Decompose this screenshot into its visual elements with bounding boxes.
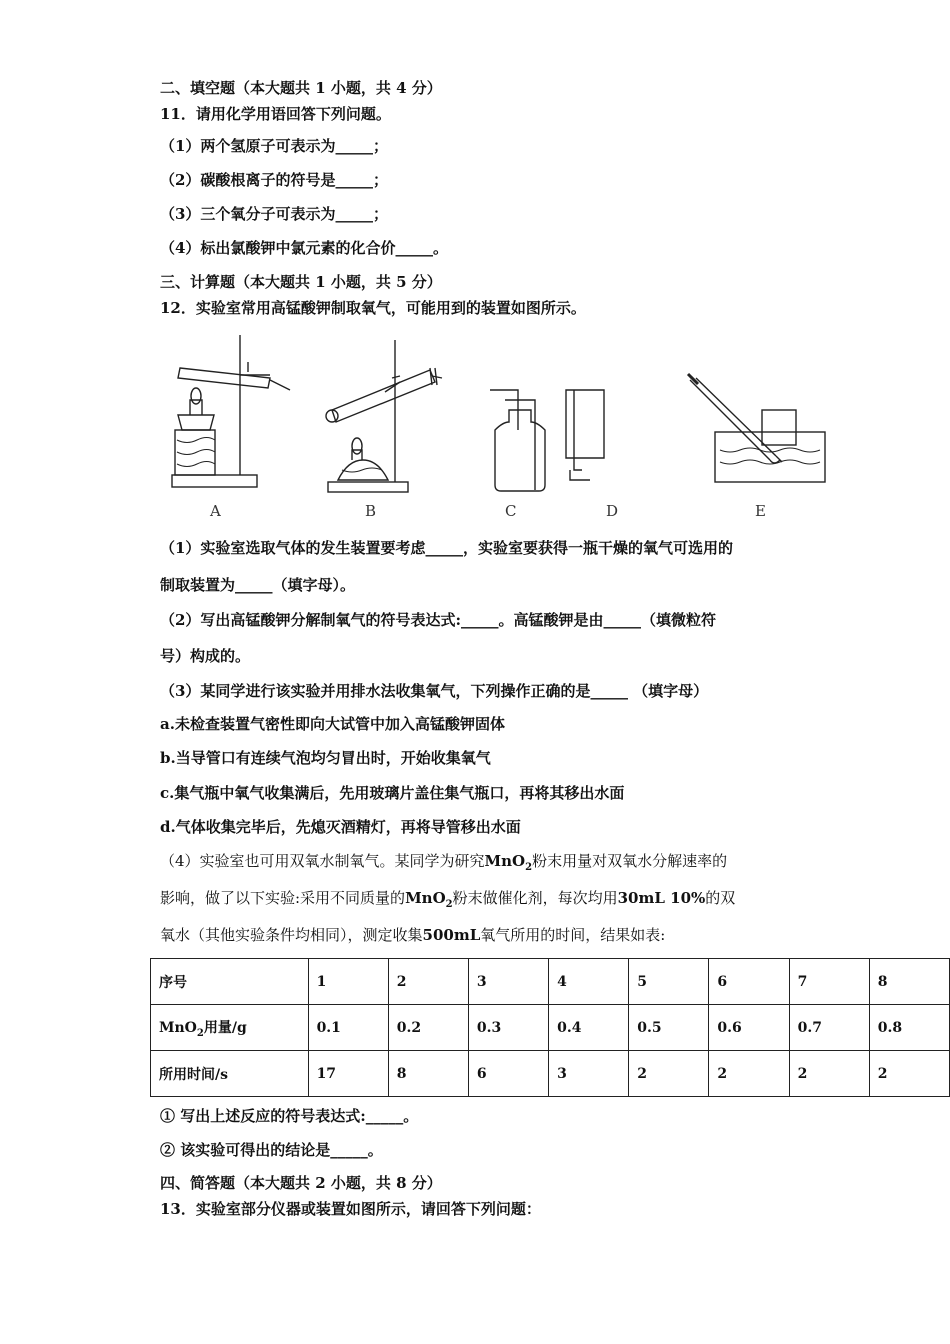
q12-part2-line1: （2）写出高锰酸钾分解制氧气的符号表达式:_____。高锰酸钾是由_____（填微粒符 <box>160 611 716 629</box>
section-2-heading: 二、填空题（本大题共 1 小题，共 4 分） <box>160 79 442 97</box>
table-cell: 8 <box>388 1051 468 1097</box>
table-cell: 0.3 <box>468 1005 548 1051</box>
table-cell: 3 <box>549 1051 629 1097</box>
label-b: B <box>365 502 377 520</box>
question-13: 13．实验室部分仪器或装置如图所示，请回答下列问题： <box>160 1200 541 1218</box>
q12-part1-line1: （1）实验室选取气体的发生装置要考虑_____，实验室要获得一瓶干燥的氧气可选用的 <box>160 539 733 557</box>
p4-text-4: 粉末做催化剂，每次均用 <box>452 889 618 907</box>
p4-text-7: 氧气所用的时间，结果如表: <box>480 926 666 944</box>
apparatus-c <box>490 390 545 491</box>
mno2-unit: 用量/g <box>203 1019 247 1036</box>
question-11-2: （2）碳酸根离子的符号是_____； <box>160 171 388 189</box>
apparatus-d <box>566 390 604 480</box>
label-e: E <box>755 502 766 520</box>
apparatus-a <box>172 335 290 487</box>
table-cell: 所用时间/s <box>151 1051 309 1097</box>
table-cell: 2 <box>869 1051 949 1097</box>
table-cell: 6 <box>709 959 789 1005</box>
table-cell: 2 <box>789 1051 869 1097</box>
apparatus-figure <box>160 330 620 530</box>
apparatus-b <box>326 340 442 492</box>
p4-text-5: 的双 <box>705 889 736 907</box>
q12-part1-line2: 制取装置为_____（填字母）。 <box>160 576 356 594</box>
apparatus-e-wrap <box>680 370 830 530</box>
p4-mno2-2: MnO <box>405 889 446 907</box>
option-b: b.当导管口有连续气泡均匀冒出时，开始收集氧气 <box>160 749 491 767</box>
p4-mno2-sub: 2 <box>525 862 533 873</box>
table-cell: 序号 <box>151 959 309 1005</box>
table-cell: 1 <box>308 959 388 1005</box>
table-cell: 0.7 <box>789 1005 869 1051</box>
question-12: 12．实验室常用高锰酸钾制取氧气，可能用到的装置如图所示。 <box>160 299 586 317</box>
mno2-sub: 2 <box>196 1027 204 1039</box>
table-cell: 8 <box>869 959 949 1005</box>
table-cell: 0.6 <box>709 1005 789 1051</box>
table-cell: 0.4 <box>549 1005 629 1051</box>
table-cell <box>151 1005 309 1051</box>
table-cell: 4 <box>549 959 629 1005</box>
table-cell: 0.1 <box>308 1005 388 1051</box>
table-cell: 2 <box>388 959 468 1005</box>
label-d: D <box>606 502 619 520</box>
option-d: d.气体收集完毕后，先熄灭酒精灯，再将导管移出水面 <box>160 818 521 836</box>
question-11-3: （3）三个氧分子可表示为_____； <box>160 205 388 223</box>
apparatus-e <box>688 374 825 482</box>
results-table <box>150 958 950 1097</box>
table-cell: 7 <box>789 959 869 1005</box>
p4-text-3: 影响，做了以下实验:采用不同质量的 <box>160 889 406 907</box>
table-cell: 2 <box>629 1051 709 1097</box>
table-cell: 2 <box>709 1051 789 1097</box>
table-cell: 17 <box>308 1051 388 1097</box>
q12-part4-line1 <box>160 851 727 878</box>
p4-text-2: 粉末用量对双氧水分解速率的 <box>532 852 728 870</box>
mno2-label: MnO <box>159 1019 197 1036</box>
q12-part4-line3 <box>160 925 665 945</box>
p4-conc: 30mL 10% <box>617 889 706 907</box>
table-row <box>151 1051 950 1097</box>
table-cell: 6 <box>468 1051 548 1097</box>
option-a: a.未检查装置气密性即向大试管中加入高锰酸钾固体 <box>160 715 505 733</box>
question-11: 11．请用化学用语回答下列问题。 <box>160 105 391 123</box>
option-c: c.集气瓶中氧气收集满后，先用玻璃片盖住集气瓶口，再将其移出水面 <box>160 784 625 802</box>
table-cell: 5 <box>629 959 709 1005</box>
q12-part3: （3）某同学进行该实验并用排水法收集氧气，下列操作正确的是_____ （填字母） <box>160 682 709 700</box>
label-a: A <box>210 502 221 520</box>
table-row <box>151 959 950 1005</box>
section-4-heading: 四、简答题（本大题共 2 小题，共 8 分） <box>160 1174 442 1192</box>
sub-question-2: ② 该实验可得出的结论是_____。 <box>160 1141 383 1159</box>
question-11-1: （1）两个氢原子可表示为_____； <box>160 137 388 155</box>
p4-text-1: （4）实验室也可用双氧水制氧气。某同学为研究 <box>160 852 485 870</box>
table-cell: 0.5 <box>629 1005 709 1051</box>
q12-part4-line2 <box>160 888 735 915</box>
sub-question-1: ① 写出上述反应的符号表达式:_____。 <box>160 1107 419 1125</box>
table-cell: 3 <box>468 959 548 1005</box>
p4-mno2: MnO <box>484 852 526 870</box>
table-cell: 0.2 <box>388 1005 468 1051</box>
p4-text-6: 氧水（其他实验条件均相同），测定收集 <box>160 926 423 944</box>
question-11-4: （4）标出氯酸钾中氯元素的化合价_____。 <box>160 239 448 257</box>
q12-part2-line2: 号）构成的。 <box>160 647 251 665</box>
table-row <box>151 1005 950 1051</box>
table-cell: 0.8 <box>869 1005 949 1051</box>
p4-mno2-sub-2: 2 <box>445 899 453 910</box>
section-3-heading: 三、计算题（本大题共 1 小题，共 5 分） <box>160 273 442 291</box>
p4-vol: 500mL <box>422 926 481 944</box>
label-c: C <box>505 502 517 520</box>
